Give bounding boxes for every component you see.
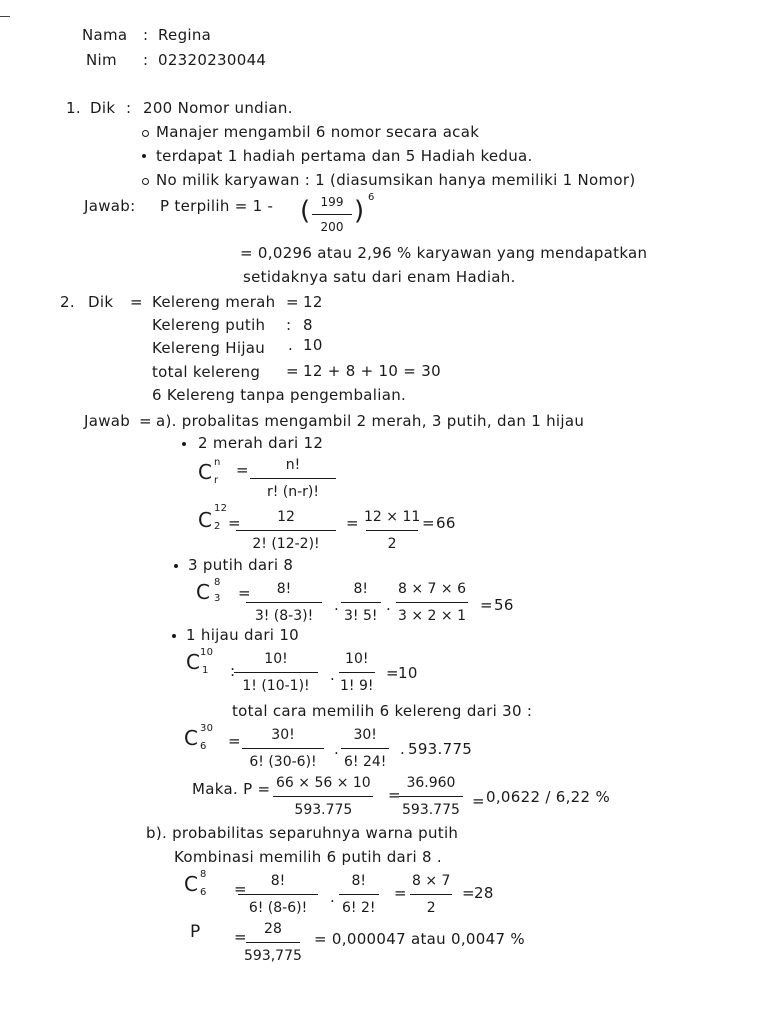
problem-1-p-formula: P terpilih = 1 -: [160, 197, 274, 215]
total-heading: total cara memilih 6 kelereng dari 30 :: [232, 702, 533, 720]
problem-1-dik-colon: :: [126, 99, 132, 117]
paren-open: (: [300, 196, 311, 226]
bullet-hollow: [142, 178, 149, 185]
c10-equals: :: [230, 662, 236, 680]
bullet-dot: [142, 154, 146, 158]
nama-value: Regina: [158, 26, 212, 44]
c12-symbol: C: [198, 508, 213, 532]
problem-2-number: 2.: [60, 293, 75, 311]
c86-fraction-2: 8! 6! 2!: [338, 874, 380, 915]
c30-sup: 30: [200, 723, 214, 734]
part-b-p-equals: =: [234, 928, 247, 946]
problem-2-row-value: 8: [303, 316, 313, 334]
maka-fraction-1: 66 × 56 × 10 593.775: [272, 776, 375, 817]
part-a-heading: a). probalitas mengambil 2 merah, 3 putih, dan 1 hijau: [156, 412, 585, 430]
problem-2-row-label: total kelereng: [152, 363, 261, 381]
c10-equals-3: =: [386, 664, 399, 682]
c8-sub: 3: [214, 593, 221, 604]
problem-1-jawab-label: Jawab:: [84, 197, 136, 215]
part-b-fraction: 28 593,775: [244, 921, 302, 964]
problem-2-row-value: 12 + 8 + 10 = 30: [303, 362, 441, 380]
c86-equals-4: =: [462, 884, 475, 902]
c86-sub: 6: [200, 887, 207, 898]
maka-result: 0,0622 / 6,22 %: [486, 788, 610, 806]
cnr-equals: =: [236, 461, 249, 479]
hijau-heading: 1 hijau dari 10: [186, 626, 300, 644]
problem-2-dik-colon: =: [130, 293, 143, 311]
problem-1-fraction: 199 200: [312, 196, 352, 233]
c30-fraction-2: 30! 6! 24!: [340, 728, 390, 769]
nim-label: Nim: [86, 51, 117, 69]
problem-1-item: No milik karyawan : 1 (diasumsikan hanya memiliki 1 Nomor): [156, 171, 636, 189]
c8-sup: 8: [214, 577, 221, 588]
c86-fraction-3: 8 × 7 2: [412, 873, 451, 916]
nim-colon: :: [143, 51, 149, 69]
problem-2-row-sep: =: [286, 293, 299, 311]
c10-fraction-2: 10! 1! 9!: [340, 651, 374, 694]
c30-symbol: C: [184, 726, 199, 750]
c30-equals-2: .: [334, 740, 340, 758]
maka-equals-2: =: [388, 786, 401, 804]
c86-equals-3: =: [394, 884, 407, 902]
problem-1-exponent: 6: [368, 192, 375, 203]
problem-1-number: 1.: [66, 99, 81, 117]
problem-2-dik-label: Dik: [88, 293, 114, 311]
problem-2-row-sep: =: [286, 362, 299, 380]
c12-fraction-2: 12 × 11 2: [364, 509, 421, 552]
part-b-subheading: Kombinasi memilih 6 putih dari 8 .: [174, 848, 443, 866]
c8-fraction-2: 8! 3! 5!: [340, 582, 382, 623]
bullet-hollow: [142, 130, 149, 137]
c8-fraction-1: 8! 3! (8-3)!: [246, 582, 322, 623]
c10-symbol: C: [186, 650, 201, 674]
c10-equals-2: .: [330, 666, 336, 684]
c12-sub: 2: [214, 521, 221, 532]
c30-result: 593.775: [408, 740, 473, 758]
maka-equals-3: =: [472, 792, 485, 810]
c8-fraction-3: 8 × 7 × 6 3 × 2 × 1: [394, 582, 470, 623]
problem-2-row-value: 10: [303, 336, 323, 354]
c12-fraction-1: 12 2! (12-2)!: [236, 510, 336, 551]
c10-sub: 1: [202, 665, 209, 676]
nama-colon: :: [143, 26, 149, 44]
margin-mark: [0, 16, 10, 17]
c12-equals-3: =: [422, 514, 435, 532]
c86-equals-2: .: [330, 888, 336, 906]
problem-2-row-label: Kelereng putih: [152, 316, 266, 334]
part-b-p-label: P: [190, 922, 201, 942]
problem-2-row-sep: :: [286, 316, 292, 334]
cnr-symbol: C: [198, 460, 213, 484]
problem-2-row-sep: .: [288, 336, 294, 354]
cnr-fraction: n! r! (n-r)!: [250, 458, 336, 499]
c30-sub: 6: [200, 741, 207, 752]
c86-result: 28: [474, 884, 494, 902]
paren-close: ): [354, 196, 365, 226]
cnr-sub: r: [214, 475, 219, 486]
problem-2-jawab-colon: =: [139, 412, 152, 430]
maka-label: Maka. P =: [192, 780, 271, 798]
problem-2-row-label: Kelereng Hijau: [152, 339, 266, 357]
c12-equals-2: =: [346, 514, 359, 532]
bullet-dot: [182, 442, 186, 446]
c10-fraction-1: 10! 1! (10-1)!: [234, 652, 318, 693]
c12-equals: =: [228, 514, 241, 532]
c86-fraction-1: 8! 6! (8-6)!: [238, 874, 318, 915]
c30-fraction-1: 30! 6! (30-6)!: [242, 728, 324, 769]
merah-heading: 2 merah dari 12: [198, 434, 324, 452]
part-b-heading: b). probabilitas separuhnya warna putih: [146, 824, 459, 842]
nim-value: 02320230044: [158, 51, 267, 69]
c86-sup: 8: [200, 869, 207, 880]
bullet-dot: [174, 564, 178, 568]
c12-sup: 12: [214, 503, 228, 514]
c12-result: 66: [436, 514, 456, 532]
c86-equals: =: [234, 880, 247, 898]
c8-equals-3: .: [386, 596, 392, 614]
c10-result: 10: [398, 664, 418, 682]
problem-1-dik-value: 200 Nomor undian.: [143, 99, 293, 117]
problem-2-note: 6 Kelereng tanpa pengembalian.: [152, 386, 407, 404]
problem-1-result-line-2: setidaknya satu dari enam Hadiah.: [243, 268, 516, 286]
c8-result: 56: [494, 596, 514, 614]
c10-sup: 10: [200, 647, 214, 658]
problem-1-result-line-1: = 0,0296 atau 2,96 % karyawan yang mendapatkan: [240, 244, 648, 262]
problem-1-dik-label: Dik: [90, 99, 116, 117]
part-b-result: = 0,000047 atau 0,0047 %: [314, 930, 525, 948]
c8-equals-4: =: [480, 596, 493, 614]
problem-1-item: Manajer mengambil 6 nomor secara acak: [156, 123, 480, 141]
problem-1-item: terdapat 1 hadiah pertama dan 5 Hadiah kedua.: [156, 147, 533, 165]
cnr-sup: n: [214, 457, 221, 468]
problem-2-jawab-label: Jawab: [84, 412, 131, 430]
c30-equals-3: .: [400, 740, 406, 758]
putih-heading: 3 putih dari 8: [188, 556, 294, 574]
bullet-dot: [172, 634, 176, 638]
c8-equals: =: [238, 584, 251, 602]
nama-label: Nama: [82, 26, 128, 44]
maka-fraction-2: 36.960 593.775: [398, 776, 464, 817]
problem-2-row-value: 12: [303, 293, 323, 311]
problem-2-row-label: Kelereng merah: [152, 293, 276, 311]
c86-symbol: C: [184, 872, 199, 896]
c8-equals-2: .: [334, 596, 340, 614]
c8-symbol: C: [196, 580, 211, 604]
c30-equals: =: [228, 732, 241, 750]
